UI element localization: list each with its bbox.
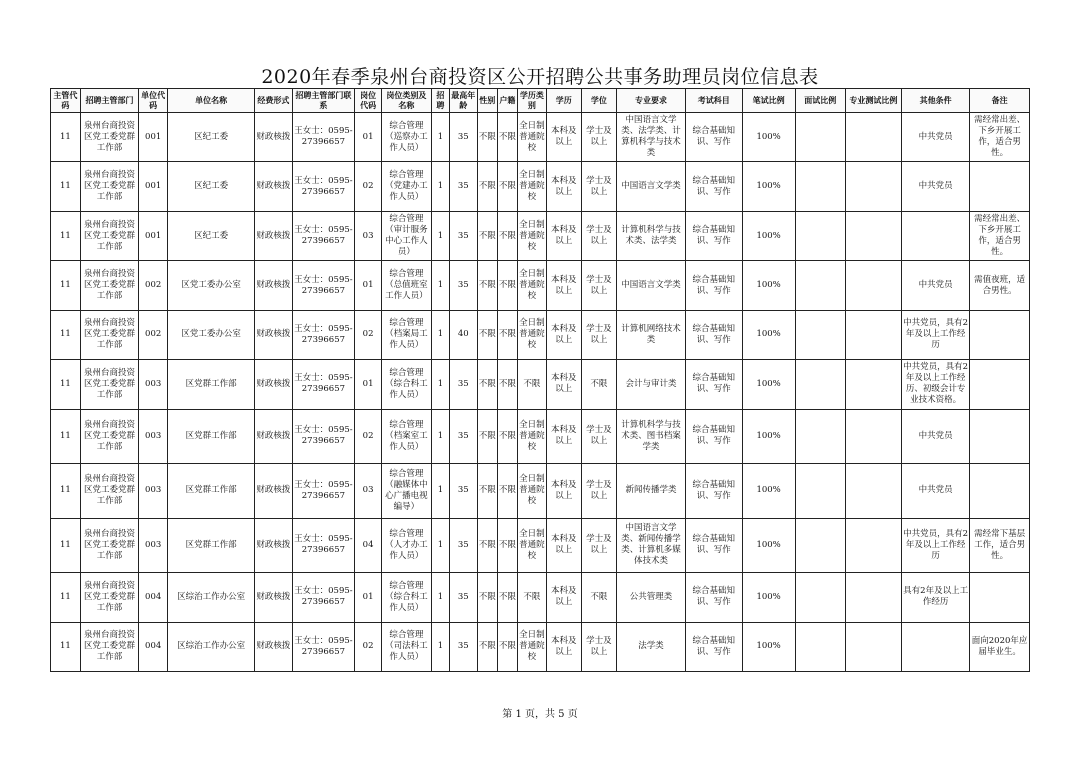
- table-cell: 11: [51, 573, 81, 622]
- table-row: [51, 409, 1030, 463]
- table-cell: 区纪工委: [168, 211, 255, 260]
- column-header: 招聘主管部门联系: [292, 89, 355, 113]
- table-cell: 中共党员: [902, 409, 970, 463]
- table-cell: 03: [355, 211, 382, 260]
- table-cell: 本科及以上: [546, 573, 581, 622]
- table-cell: 财政核拨: [255, 573, 292, 622]
- column-header: 备注: [970, 89, 1030, 113]
- table-cell: 35: [449, 360, 477, 409]
- table-cell: 1: [431, 310, 449, 359]
- table-cell: 02: [355, 162, 382, 211]
- table-cell: [795, 113, 845, 162]
- table-cell: 11: [51, 409, 81, 463]
- table-cell: 会计与审计类: [616, 360, 685, 409]
- table-cell: 003: [139, 464, 168, 518]
- table-cell: 财政核拨: [255, 261, 292, 310]
- table-cell: 35: [449, 162, 477, 211]
- table-cell: 中共党员: [902, 113, 970, 162]
- table-cell: 35: [449, 211, 477, 260]
- column-header: 最高年龄: [449, 89, 477, 113]
- table-cell: 35: [449, 573, 477, 622]
- table-cell: 不限: [477, 409, 497, 463]
- table-cell: [795, 622, 845, 671]
- page-title: 2020年春季泉州台商投资区公开招聘公共事务助理员岗位信息表: [261, 66, 819, 88]
- table-cell: 学士及以上: [581, 211, 616, 260]
- table-cell: 中国语言文学类、法学类、计算机科学与技术类: [616, 113, 685, 162]
- table-cell: 35: [449, 464, 477, 518]
- table-cell: 35: [449, 518, 477, 572]
- table-cell: 不限: [477, 622, 497, 671]
- table-cell: 中共党员: [902, 261, 970, 310]
- column-header: 招聘主管部门: [80, 89, 139, 113]
- table-cell: 002: [139, 310, 168, 359]
- table-cell: 综合管理（审计服务中心工作人员）: [381, 211, 431, 260]
- table-cell: 100%: [742, 162, 795, 211]
- table-cell: 1: [431, 409, 449, 463]
- table-cell: 不限: [497, 573, 517, 622]
- table-row: [51, 162, 1030, 211]
- table-cell: 综合管理（人才办工作人员）: [381, 518, 431, 572]
- table-cell: 泉州台商投资区党工委党群工作部: [80, 310, 139, 359]
- table-cell: 全日制普通院校: [518, 518, 547, 572]
- table-cell: 综合管理（综合科工作人员）: [381, 360, 431, 409]
- table-cell: 泉州台商投资区党工委党群工作部: [80, 573, 139, 622]
- table-cell: 11: [51, 113, 81, 162]
- table-cell: 王女士：0595-27396657: [292, 464, 355, 518]
- column-header: 主管代码: [51, 89, 81, 113]
- table-row: [51, 464, 1030, 518]
- table-cell: 35: [449, 409, 477, 463]
- table-cell: 综合基础知识、写作: [686, 409, 742, 463]
- table-cell: 004: [139, 622, 168, 671]
- table-cell: 泉州台商投资区党工委党群工作部: [80, 360, 139, 409]
- table-cell: 002: [139, 261, 168, 310]
- table-cell: 不限: [497, 162, 517, 211]
- table-cell: 区党群工作部: [168, 409, 255, 463]
- table-cell: [845, 464, 901, 518]
- table-cell: 综合基础知识、写作: [686, 518, 742, 572]
- table-cell: 面向2020年应届毕业生。: [970, 622, 1030, 671]
- table-cell: 泉州台商投资区党工委党群工作部: [80, 464, 139, 518]
- table-cell: 11: [51, 310, 81, 359]
- column-header: 户籍: [497, 89, 517, 113]
- table-cell: 财政核拨: [255, 518, 292, 572]
- table-cell: 不限: [477, 518, 497, 572]
- column-header: 学位: [581, 89, 616, 113]
- table-cell: 全日制普通院校: [518, 261, 547, 310]
- table-cell: 王女士：0595-27396657: [292, 622, 355, 671]
- table-cell: 王女士：0595-27396657: [292, 409, 355, 463]
- table-cell: 财政核拨: [255, 113, 292, 162]
- table-cell: 全日制普通院校: [518, 622, 547, 671]
- table-cell: 01: [355, 261, 382, 310]
- table-cell: 需经常下基层工作，适合男性。: [970, 518, 1030, 572]
- table-cell: 1: [431, 211, 449, 260]
- table-cell: 003: [139, 409, 168, 463]
- table-cell: 综合管理（巡察办工作人员）: [381, 113, 431, 162]
- table-cell: 法学类: [616, 622, 685, 671]
- table-cell: 中共党员，具有2年及以上工作经历: [902, 310, 970, 359]
- table-cell: 02: [355, 622, 382, 671]
- table-cell: 001: [139, 162, 168, 211]
- table-cell: 泉州台商投资区党工委党群工作部: [80, 162, 139, 211]
- table-cell: [970, 162, 1030, 211]
- table-cell: 100%: [742, 113, 795, 162]
- column-header: 专业要求: [616, 89, 685, 113]
- table-cell: 全日制普通院校: [518, 113, 547, 162]
- table-cell: 中共党员，具有2年及以上工作经历、初级会计专业技术资格。: [902, 360, 970, 409]
- table-cell: 不限: [497, 360, 517, 409]
- table-cell: 学士及以上: [581, 409, 616, 463]
- position-table: [50, 88, 1030, 672]
- table-cell: 泉州台商投资区党工委党群工作部: [80, 113, 139, 162]
- table-cell: 35: [449, 622, 477, 671]
- table-cell: 本科及以上: [546, 261, 581, 310]
- table-cell: 100%: [742, 518, 795, 572]
- column-header: 学历类别: [518, 89, 547, 113]
- table-cell: 不限: [477, 573, 497, 622]
- table-cell: [845, 360, 901, 409]
- table-cell: 王女士：0595-27396657: [292, 360, 355, 409]
- table-cell: 本科及以上: [546, 162, 581, 211]
- table-cell: 本科及以上: [546, 518, 581, 572]
- table-cell: 不限: [477, 211, 497, 260]
- table-cell: [902, 622, 970, 671]
- table-cell: [795, 261, 845, 310]
- column-header: 学历: [546, 89, 581, 113]
- table-cell: 001: [139, 113, 168, 162]
- table-cell: 学士及以上: [581, 464, 616, 518]
- column-header: 其他条件: [902, 89, 970, 113]
- table-cell: 11: [51, 518, 81, 572]
- table-cell: 综合管理（融媒体中心广播电视编导）: [381, 464, 431, 518]
- table-cell: 003: [139, 360, 168, 409]
- table-cell: 区综治工作办公室: [168, 573, 255, 622]
- table-cell: 区党群工作部: [168, 360, 255, 409]
- table-cell: 财政核拨: [255, 310, 292, 359]
- column-header: 笔试比例: [742, 89, 795, 113]
- column-header: 招聘: [431, 89, 449, 113]
- table-cell: [795, 162, 845, 211]
- column-header: 岗位类别及名称: [381, 89, 431, 113]
- page-footer: 第 1 页，共 5 页: [502, 709, 578, 720]
- table-cell: 学士及以上: [581, 113, 616, 162]
- table-cell: 泉州台商投资区党工委党群工作部: [80, 622, 139, 671]
- table-cell: 财政核拨: [255, 211, 292, 260]
- table-cell: [795, 518, 845, 572]
- table-cell: 具有2年及以上工作经历: [902, 573, 970, 622]
- table-cell: 计算机科学与技术类、图书档案学类: [616, 409, 685, 463]
- table-cell: 王女士：0595-27396657: [292, 162, 355, 211]
- table-cell: 004: [139, 573, 168, 622]
- column-header: 单位代码: [139, 89, 168, 113]
- table-cell: 综合管理（综合科工作人员）: [381, 573, 431, 622]
- table-cell: 1: [431, 518, 449, 572]
- table-cell: 综合基础知识、写作: [686, 310, 742, 359]
- table-cell: 11: [51, 211, 81, 260]
- table-cell: 综合基础知识、写作: [686, 261, 742, 310]
- table-cell: 40: [449, 310, 477, 359]
- table-cell: 不限: [497, 310, 517, 359]
- table-cell: 不限: [581, 573, 616, 622]
- table-cell: [970, 409, 1030, 463]
- table-row: [51, 261, 1030, 310]
- table-cell: [795, 310, 845, 359]
- table-cell: 需值夜班，适合男性。: [970, 261, 1030, 310]
- table-row: [51, 573, 1030, 622]
- table-cell: 中国语言文学类、新闻传播学类、计算机多媒体技术类: [616, 518, 685, 572]
- table-cell: 不限: [497, 113, 517, 162]
- table-cell: 不限: [518, 573, 547, 622]
- table-row: [51, 113, 1030, 162]
- table-cell: 财政核拨: [255, 360, 292, 409]
- table-cell: 学士及以上: [581, 310, 616, 359]
- table-cell: 本科及以上: [546, 360, 581, 409]
- table-cell: 新闻传播学类: [616, 464, 685, 518]
- table-cell: 本科及以上: [546, 211, 581, 260]
- table-cell: [970, 464, 1030, 518]
- table-row: [51, 310, 1030, 359]
- table-cell: [795, 409, 845, 463]
- table-cell: 100%: [742, 573, 795, 622]
- table-cell: [970, 310, 1030, 359]
- table-cell: 区党群工作部: [168, 464, 255, 518]
- table-cell: [902, 211, 970, 260]
- table-cell: 04: [355, 518, 382, 572]
- table-cell: 中国语言文学类: [616, 261, 685, 310]
- table-cell: [845, 310, 901, 359]
- table-cell: 综合管理（档案室工作人员）: [381, 409, 431, 463]
- table-cell: 学士及以上: [581, 162, 616, 211]
- table-cell: 王女士：0595-27396657: [292, 573, 355, 622]
- table-cell: 王女士：0595-27396657: [292, 310, 355, 359]
- table-cell: 泉州台商投资区党工委党群工作部: [80, 518, 139, 572]
- table-cell: 003: [139, 518, 168, 572]
- table-cell: 全日制普通院校: [518, 310, 547, 359]
- table-cell: 综合基础知识、写作: [686, 622, 742, 671]
- table-cell: [845, 573, 901, 622]
- table-cell: [970, 360, 1030, 409]
- table-cell: 不限: [497, 261, 517, 310]
- table-cell: 泉州台商投资区党工委党群工作部: [80, 261, 139, 310]
- table-cell: [845, 518, 901, 572]
- table-cell: 计算机网络技术类: [616, 310, 685, 359]
- table-cell: 全日制普通院校: [518, 162, 547, 211]
- table-cell: 综合基础知识、写作: [686, 360, 742, 409]
- header-row: [51, 89, 1030, 113]
- table-cell: 需经常出差、下乡开展工作，适合男性。: [970, 113, 1030, 162]
- table-cell: 需经常出差、下乡开展工作，适合男性。: [970, 211, 1030, 260]
- table-cell: [845, 261, 901, 310]
- table-cell: 11: [51, 261, 81, 310]
- table-cell: 不限: [497, 622, 517, 671]
- table-cell: 02: [355, 310, 382, 359]
- table-cell: 不限: [477, 360, 497, 409]
- table-cell: 100%: [742, 211, 795, 260]
- table-cell: 本科及以上: [546, 409, 581, 463]
- table-cell: 学士及以上: [581, 261, 616, 310]
- table-cell: 11: [51, 360, 81, 409]
- table-cell: [970, 573, 1030, 622]
- table-cell: 1: [431, 162, 449, 211]
- table-cell: 中共党员: [902, 162, 970, 211]
- table-cell: 区纪工委: [168, 162, 255, 211]
- table-cell: 本科及以上: [546, 310, 581, 359]
- table-cell: 01: [355, 113, 382, 162]
- table-cell: 100%: [742, 310, 795, 359]
- table-cell: 100%: [742, 360, 795, 409]
- table-cell: 不限: [497, 409, 517, 463]
- table-cell: 01: [355, 360, 382, 409]
- table-cell: 财政核拨: [255, 162, 292, 211]
- column-header: 性别: [477, 89, 497, 113]
- table-cell: 公共管理类: [616, 573, 685, 622]
- table-cell: 02: [355, 409, 382, 463]
- table-cell: 不限: [518, 360, 547, 409]
- table-cell: 100%: [742, 261, 795, 310]
- table-cell: 中共党员，具有2年及以上工作经历: [902, 518, 970, 572]
- table-cell: 1: [431, 261, 449, 310]
- table-cell: 计算机科学与技术类、法学类: [616, 211, 685, 260]
- table-cell: 财政核拨: [255, 409, 292, 463]
- table-cell: 全日制普通院校: [518, 211, 547, 260]
- table-cell: 王女士：0595-27396657: [292, 518, 355, 572]
- table-cell: 综合基础知识、写作: [686, 113, 742, 162]
- table-cell: 综合基础知识、写作: [686, 464, 742, 518]
- table-cell: 11: [51, 622, 81, 671]
- table-cell: 11: [51, 464, 81, 518]
- table-cell: 区纪工委: [168, 113, 255, 162]
- table-cell: 不限: [477, 113, 497, 162]
- table-cell: 本科及以上: [546, 113, 581, 162]
- table-cell: 区党工委办公室: [168, 261, 255, 310]
- table-cell: 35: [449, 113, 477, 162]
- table-cell: 11: [51, 162, 81, 211]
- table-cell: 区党工委办公室: [168, 310, 255, 359]
- column-header: 岗位代码: [355, 89, 382, 113]
- table-cell: [795, 464, 845, 518]
- table-cell: [845, 162, 901, 211]
- table-cell: 1: [431, 573, 449, 622]
- table-cell: 不限: [477, 162, 497, 211]
- table-cell: 1: [431, 360, 449, 409]
- table-cell: 学士及以上: [581, 622, 616, 671]
- column-header: 专业测试比例: [845, 89, 901, 113]
- table-cell: 泉州台商投资区党工委党群工作部: [80, 409, 139, 463]
- table-cell: [845, 622, 901, 671]
- table-cell: 不限: [477, 310, 497, 359]
- table-cell: 不限: [581, 360, 616, 409]
- table-cell: 本科及以上: [546, 464, 581, 518]
- table-cell: 区综治工作办公室: [168, 622, 255, 671]
- table-row: [51, 622, 1030, 671]
- table-cell: [795, 211, 845, 260]
- table-cell: 王女士：0595-27396657: [292, 211, 355, 260]
- table-cell: 全日制普通院校: [518, 464, 547, 518]
- table-cell: 全日制普通院校: [518, 409, 547, 463]
- table-cell: 1: [431, 464, 449, 518]
- table-cell: 不限: [497, 211, 517, 260]
- table-cell: 100%: [742, 409, 795, 463]
- table-cell: 综合基础知识、写作: [686, 211, 742, 260]
- table-cell: 综合基础知识、写作: [686, 162, 742, 211]
- table-cell: 中国语言文学类: [616, 162, 685, 211]
- table-cell: [795, 360, 845, 409]
- table-cell: 王女士：0595-27396657: [292, 113, 355, 162]
- table-cell: 不限: [497, 464, 517, 518]
- table-cell: 1: [431, 622, 449, 671]
- table-cell: 泉州台商投资区党工委党群工作部: [80, 211, 139, 260]
- column-header: 面试比例: [795, 89, 845, 113]
- table-cell: [845, 409, 901, 463]
- table-cell: 100%: [742, 464, 795, 518]
- table-cell: 不限: [477, 464, 497, 518]
- table-cell: 01: [355, 573, 382, 622]
- table-cell: 03: [355, 464, 382, 518]
- table-cell: 综合管理（党建办工作人员）: [381, 162, 431, 211]
- table-cell: 综合管理（档案局工作人员）: [381, 310, 431, 359]
- table-cell: 35: [449, 261, 477, 310]
- table-cell: 综合基础知识、写作: [686, 573, 742, 622]
- table-cell: [845, 211, 901, 260]
- table-cell: 中共党员: [902, 464, 970, 518]
- column-header: 经费形式: [255, 89, 292, 113]
- table-cell: 财政核拨: [255, 464, 292, 518]
- table-row: [51, 211, 1030, 260]
- column-header: 考试科目: [686, 89, 742, 113]
- table-cell: [795, 573, 845, 622]
- table-cell: 综合管理（总值班室工作人员）: [381, 261, 431, 310]
- table-cell: 财政核拨: [255, 622, 292, 671]
- table-cell: 1: [431, 113, 449, 162]
- table-cell: 区党群工作部: [168, 518, 255, 572]
- table-cell: 本科及以上: [546, 622, 581, 671]
- table-cell: 综合管理（司法科工作人员）: [381, 622, 431, 671]
- table-cell: 不限: [497, 518, 517, 572]
- table-cell: 王女士：0595-27396657: [292, 261, 355, 310]
- table-row: [51, 360, 1030, 409]
- table-cell: 不限: [477, 261, 497, 310]
- table-cell: 001: [139, 211, 168, 260]
- table-cell: 学士及以上: [581, 518, 616, 572]
- table-cell: [845, 113, 901, 162]
- table-cell: 100%: [742, 622, 795, 671]
- table-row: [51, 518, 1030, 572]
- column-header: 单位名称: [168, 89, 255, 113]
